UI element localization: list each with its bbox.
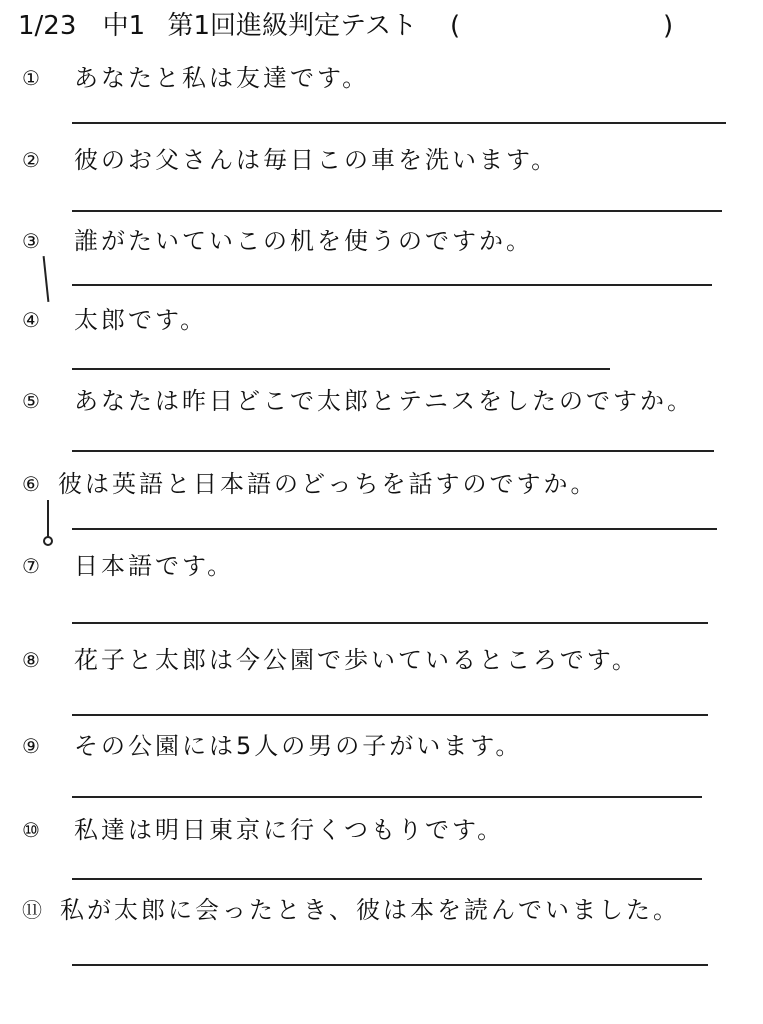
question-8 xyxy=(22,642,639,678)
question-number: ⑦ xyxy=(22,554,40,578)
question-9 xyxy=(22,728,522,764)
question-text: 彼は英語と日本語のどっちを話すのですか。 xyxy=(58,470,598,498)
answer-line-9[interactable] xyxy=(72,796,702,798)
bracket-end-dot xyxy=(43,536,53,546)
question-number: ⑥ xyxy=(22,472,40,496)
question-4 xyxy=(22,302,207,338)
question-text: 私達は明日東京に行くつもりです。 xyxy=(74,816,505,844)
date-label: 1/23 xyxy=(18,11,77,41)
question-number: ③ xyxy=(22,229,40,253)
name-field-close-paren: ) xyxy=(663,11,674,41)
grade-label: 中1 xyxy=(102,11,146,41)
question-5 xyxy=(22,383,694,419)
question-text: 私が太郎に会ったとき、彼は本を読んでいました。 xyxy=(60,896,681,924)
answer-line-3[interactable] xyxy=(72,284,712,286)
question-pair-bracket-6-7 xyxy=(47,500,49,540)
question-number: ⑧ xyxy=(22,648,40,672)
question-text: あなたは昨日どこで太郎とテニスをしたのですか。 xyxy=(74,387,695,415)
question-number: ⑩ xyxy=(22,818,40,842)
worksheet-header xyxy=(18,6,674,46)
question-6 xyxy=(22,466,598,502)
question-text: その公園には5人の男の子がいます。 xyxy=(74,732,523,760)
question-number: ② xyxy=(22,148,40,172)
question-number: ① xyxy=(22,66,40,90)
question-1 xyxy=(22,60,369,96)
question-text: 誰がたいていこの机を使うのですか。 xyxy=(74,227,533,255)
answer-line-8[interactable] xyxy=(72,714,708,716)
question-text: 花子と太郎は今公園で歩いているところです。 xyxy=(74,646,639,674)
question-text: 太郎です。 xyxy=(74,306,208,334)
answer-line-5[interactable] xyxy=(72,450,714,452)
name-field-open-paren: ( xyxy=(450,11,461,41)
question-number: ⑪ xyxy=(22,898,42,922)
question-text: 彼のお父さんは毎日この車を洗います。 xyxy=(74,146,559,174)
question-2 xyxy=(22,142,558,178)
answer-line-2[interactable] xyxy=(72,210,722,212)
question-3 xyxy=(22,223,533,259)
question-text: あなたと私は友達です。 xyxy=(74,64,370,92)
test-title: 第1回進級判定テスト xyxy=(167,11,417,41)
question-11 xyxy=(22,892,680,928)
answer-line-10[interactable] xyxy=(72,878,702,880)
question-number: ④ xyxy=(22,308,40,332)
answer-line-1[interactable] xyxy=(72,122,726,124)
question-pair-bracket-3-4 xyxy=(43,256,50,302)
question-10 xyxy=(22,812,504,848)
answer-line-11[interactable] xyxy=(72,964,708,966)
question-text: 日本語です。 xyxy=(74,552,235,580)
answer-line-4[interactable] xyxy=(72,368,610,370)
answer-line-6[interactable] xyxy=(72,528,717,530)
question-number: ⑤ xyxy=(22,389,40,413)
question-7 xyxy=(22,548,234,584)
answer-line-7[interactable] xyxy=(72,622,708,624)
question-number: ⑨ xyxy=(22,734,40,758)
